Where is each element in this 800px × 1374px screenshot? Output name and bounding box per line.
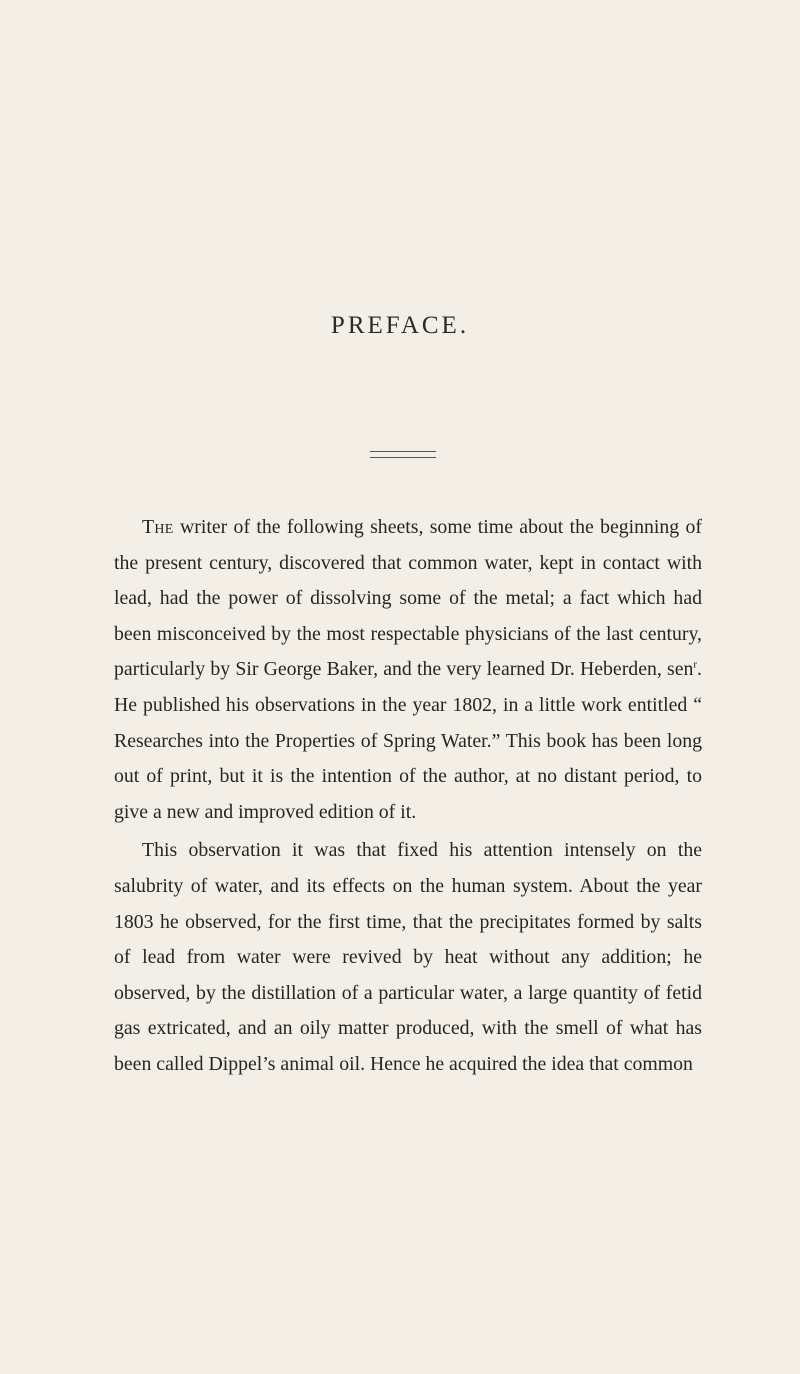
paragraph-2: This observation it was that fixed his attention intensely on the salubrity of water, and its effects on the human system. About the year 1803 he observed, for the first time, that the precipitates formed by salts of lead from water were revived by heat without any addition; he observed, by the distillation of a particular water, a large quantity of fetid gas extricated, and an oily matter produced, with the smell of what has been called Dippel’s animal oil. Hence he acquired the idea that common — [114, 839, 702, 1075]
page-title: PREFACE. — [330, 312, 470, 339]
paragraph-1-text-a: writer of the following sheets, some time about the beginning of the present century, discovered that common water, kept in contact with lead, had the power of dissolving some of the metal; a fact which had been misconceived by the most respectable physicians of the last century, particularly by Sir George Baker, and the very learned Dr. Heberden, sen — [114, 516, 702, 681]
superscript-r: r — [693, 658, 698, 671]
preface-body — [114, 510, 702, 1083]
title-rule-top — [370, 451, 436, 452]
paragraph-1-text-b: . He published his observations in the year 1802, in a little work entitled “ Researches into the Properties of Spring Water.” This book has been long out of print, but it is the intention of the author, at no distant period, to give a new and improved edition of it. — [114, 658, 702, 823]
paragraph-lead-word: The — [142, 516, 174, 538]
title-rule-bottom — [370, 457, 436, 458]
paragraph-1 — [114, 510, 702, 830]
